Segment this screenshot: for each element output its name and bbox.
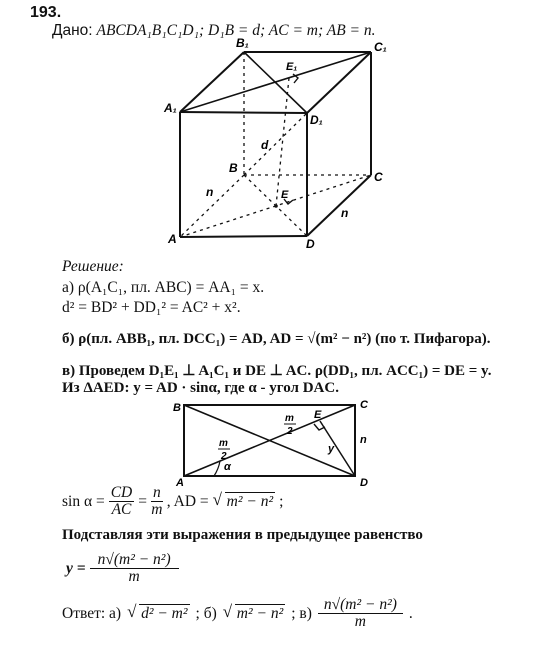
rect-label-b: B	[173, 402, 181, 414]
rect-label-c: C	[360, 399, 368, 411]
rect-label-n: n	[360, 434, 367, 446]
y-num: n√(m² − n²)	[90, 552, 179, 569]
answer-v-den: m	[354, 613, 366, 630]
solution-v-line2: Из ΔAED: y = AD · sinα, где α - угол DAC.	[62, 380, 339, 396]
frac-m: m	[151, 501, 163, 518]
given-label: Дано:	[52, 22, 93, 39]
rect-label-m-upper: m	[285, 413, 294, 424]
rect-label-alpha: α	[224, 461, 231, 473]
frac-cd: CD	[110, 484, 133, 501]
label-e1: E₁	[286, 61, 298, 73]
problem-number: 193.	[30, 4, 62, 21]
label-a: A	[168, 232, 177, 246]
eq-sign: =	[138, 492, 147, 510]
label-d1: D₁	[310, 113, 323, 127]
label-e: E	[281, 189, 289, 201]
ad-prefix: , AD =	[166, 492, 209, 510]
answer-v-label: ; в)	[291, 604, 312, 622]
label-n-left: n	[206, 185, 214, 199]
label-b: B	[229, 161, 238, 175]
solution-v-line1: в) Проведем D₁E₁ ⊥ A₁C₁ и DE ⊥ AC. ρ(DD₁, пл. ACC₁) = DE = y.	[62, 363, 492, 379]
answer-label: Ответ: а)	[62, 604, 122, 622]
ad-root: m² − n²	[226, 492, 274, 510]
answer-v-num: n√(m² − n²)	[318, 597, 403, 614]
label-b1: B₁	[236, 36, 249, 50]
y-den: m	[128, 568, 140, 585]
rect-label-a: A	[176, 477, 184, 489]
solution-a-line2: d² = BD² + DD₁² = AC² + x².	[62, 299, 241, 316]
rect-label-two-lower: 2	[221, 451, 227, 462]
label-n-right: n	[341, 206, 349, 220]
semicolon: ;	[279, 492, 284, 510]
substitute-text: Подставляя эти выражения в предыдущее равенство	[62, 527, 423, 543]
frac-ac: AC	[111, 501, 132, 518]
answer-line	[62, 597, 413, 630]
label-d: D	[306, 237, 315, 251]
solution-heading: Решение:	[62, 258, 124, 275]
label-c1: C₁	[374, 40, 387, 54]
sin-prefix: sin α =	[62, 492, 105, 510]
y-prefix: y =	[66, 559, 86, 577]
solution-a-line1: а) ρ(A₁C₁, пл. ABC) = AA₁ = x.	[62, 279, 265, 296]
answer-a-root: d² − m²	[141, 604, 188, 622]
answer-b-label: ; б)	[195, 604, 217, 622]
y-formula	[66, 552, 179, 585]
rect-label-e: E	[314, 409, 322, 421]
rect-label-two-upper: 2	[287, 426, 293, 437]
rect-label-m-lower: m	[219, 438, 228, 449]
rect-label-d: D	[360, 477, 368, 489]
answer-period: .	[408, 604, 413, 622]
label-d-diagonal: d	[261, 138, 269, 152]
frac-n: n	[153, 484, 161, 501]
sin-formula	[62, 485, 283, 518]
solution-b-line: б) ρ(пл. ABB₁, пл. DCC₁) = AD, AD = √(m² − n²) (по т. Пифагора).	[62, 331, 491, 347]
label-c: C	[374, 170, 383, 184]
label-a1: A₁	[164, 101, 177, 115]
given-text: ABCDA₁B₁C₁D₁; D₁B = d; AC = m; AB = n.	[96, 22, 376, 39]
rect-label-y: y	[328, 443, 335, 455]
answer-b-root: m² − n²	[236, 604, 284, 622]
